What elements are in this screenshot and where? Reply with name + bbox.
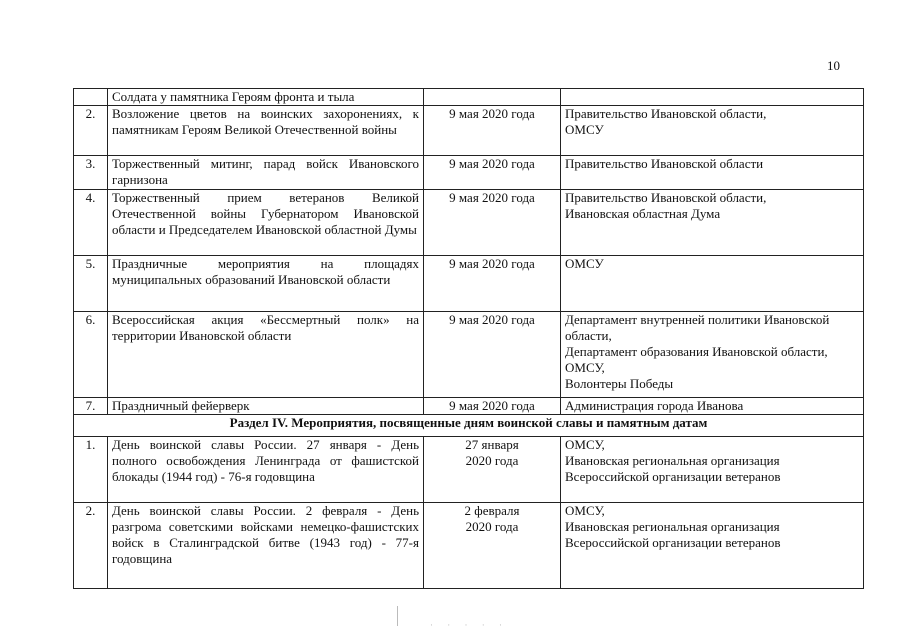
event-date: 9 мая 2020 года [424, 398, 561, 415]
table-row [74, 106, 864, 156]
row-number: 5. [74, 256, 108, 312]
table-row [74, 156, 864, 190]
event-date [424, 89, 561, 106]
row-number: 2. [74, 503, 108, 589]
date-line: 27 января [465, 437, 519, 452]
event-date [424, 503, 561, 589]
responsible-line: Всероссийской организации ветеранов [565, 535, 781, 550]
table-row [74, 89, 864, 106]
table-row [74, 312, 864, 398]
row-number: 1. [74, 437, 108, 503]
responsible-line: Ивановская региональная организация [565, 453, 780, 468]
responsible-line: ОМСУ [565, 122, 604, 137]
row-number [74, 89, 108, 106]
responsible [561, 437, 864, 503]
responsible-line: Ивановская региональная организация [565, 519, 780, 534]
responsible-line: Всероссийской организации ветеранов [565, 469, 781, 484]
responsible-line: ОМСУ, [565, 360, 605, 375]
event-description: Всероссийская акция «Бессмертный полк» на территории Ивановской области [108, 312, 424, 398]
event-date: 9 мая 2020 года [424, 156, 561, 190]
responsible-line: Правительство Ивановской области, [565, 106, 767, 121]
row-number: 7. [74, 398, 108, 415]
row-number: 3. [74, 156, 108, 190]
date-line: 2 февраля [464, 503, 520, 518]
page-number: 10 [827, 58, 840, 73]
responsible-line: ОМСУ, [565, 437, 605, 452]
responsible-line: ОМСУ [565, 256, 604, 271]
responsible-line: Волонтеры Победы [565, 376, 674, 391]
event-description: День воинской славы России. 27 января - День полного освобождения Ленинграда от фашистской блокады (1944 год) - 76-я годовщина [108, 437, 424, 503]
table-row [74, 190, 864, 256]
responsible-line: Ивановская областная Дума [565, 206, 721, 221]
event-date [424, 437, 561, 503]
responsible-line: Правительство Ивановской области [565, 156, 764, 171]
event-description: Солдата у памятника Героям фронта и тыла [108, 89, 424, 106]
event-description: Торжественный прием ветеранов Великой Отечественной войны Губернатором Ивановской области и Председателем Ивановской областной Думы [108, 190, 424, 256]
responsible-line: Правительство Ивановской области, [565, 190, 767, 205]
responsible [561, 106, 864, 156]
row-number: 6. [74, 312, 108, 398]
table-row [74, 256, 864, 312]
event-date: 9 мая 2020 года [424, 106, 561, 156]
table-row [74, 398, 864, 415]
event-date: 9 мая 2020 года [424, 256, 561, 312]
event-date: 9 мая 2020 года [424, 312, 561, 398]
responsible-line: ОМСУ, [565, 503, 605, 518]
responsible [561, 156, 864, 190]
responsible [561, 256, 864, 312]
table-row [74, 503, 864, 589]
event-date: 9 мая 2020 года [424, 190, 561, 256]
responsible-line: Департамент внутренней политики Ивановской области, [565, 312, 830, 343]
responsible-line: Администрация города Иванова [565, 398, 744, 413]
row-number: 4. [74, 190, 108, 256]
event-description: Праздничный фейерверк [108, 398, 424, 415]
responsible [561, 503, 864, 589]
section-title: Раздел IV. Мероприятия, посвященные дням воинской славы и памятным датам [74, 415, 864, 437]
scan-artifact-line [397, 606, 398, 626]
responsible [561, 89, 864, 106]
event-description: Возложение цветов на воинских захоронениях, к памятникам Героям Великой Отечественной войны [108, 106, 424, 156]
responsible [561, 190, 864, 256]
event-description: Праздничные мероприятия на площадях муниципальных образований Ивановской области [108, 256, 424, 312]
responsible [561, 312, 864, 398]
date-line: 2020 года [465, 453, 519, 468]
row-number: 2. [74, 106, 108, 156]
table-row [74, 437, 864, 503]
date-line: 2020 года [465, 519, 519, 534]
responsible [561, 398, 864, 415]
event-description: День воинской славы России. 2 февраля - День разгрома советскими войсками немецко-фашистских войск в Сталинградской битве (1943 год) - 77-я годовщина [108, 503, 424, 589]
event-description: Торжественный митинг, парад войск Ивановского гарнизона [108, 156, 424, 190]
section-header-row [74, 415, 864, 437]
scan-artifact-dots: · · · · · [430, 620, 508, 630]
responsible-line: Департамент образования Ивановской области, [565, 344, 828, 359]
events-table [73, 88, 864, 589]
